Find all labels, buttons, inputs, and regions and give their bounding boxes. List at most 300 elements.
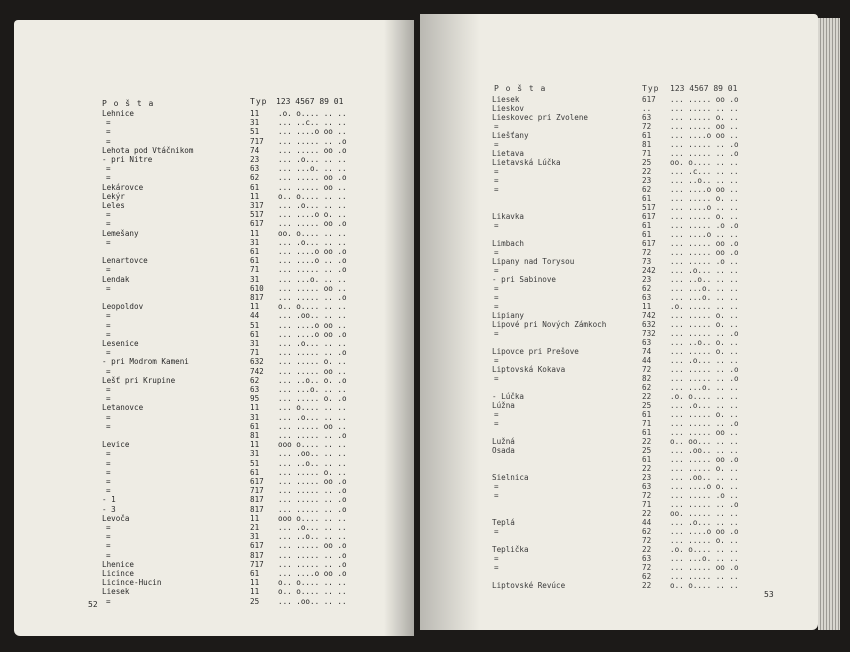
codes-cell: ... ..... oo .o bbox=[670, 563, 739, 572]
typ-cell: 21 bbox=[250, 523, 260, 532]
table-row bbox=[250, 119, 347, 127]
typ-cell: 817 bbox=[250, 550, 264, 560]
table-row bbox=[642, 294, 739, 302]
codes-cell: ... ..... oo .o bbox=[278, 173, 347, 183]
typ-cell: 25 bbox=[642, 401, 652, 410]
codes-cell: ... ....o .. .. bbox=[670, 230, 739, 239]
codes-cell: .o. o.... .. .. bbox=[670, 545, 739, 554]
table-row bbox=[250, 395, 347, 403]
codes-cell: o.. o.... .. .. bbox=[278, 587, 347, 597]
typ-cell: 62 bbox=[642, 572, 652, 581]
table-row bbox=[642, 168, 739, 176]
table-row bbox=[250, 533, 347, 541]
codes-cell: oo. o.... .. .. bbox=[278, 228, 347, 238]
header-columns: 123 4567 89 01 bbox=[670, 84, 738, 93]
place-name: = bbox=[106, 596, 111, 606]
typ-cell: 63 bbox=[250, 164, 260, 174]
place-name: = bbox=[494, 293, 499, 302]
typ-cell: 23 bbox=[642, 176, 652, 185]
codes-cell: ... ..... o. .. bbox=[670, 347, 739, 356]
place-name: - Lúčka bbox=[492, 392, 525, 401]
place-name: Liešťany bbox=[492, 131, 529, 140]
table-row bbox=[250, 211, 347, 219]
table-row bbox=[642, 510, 739, 518]
codes-cell: ... .oo.. .. .. bbox=[278, 311, 347, 321]
typ-cell: 817 bbox=[250, 495, 264, 505]
place-name: Levoča bbox=[102, 513, 130, 523]
table-row bbox=[642, 114, 739, 122]
table-row bbox=[250, 165, 347, 173]
table-row bbox=[250, 331, 347, 339]
place-name: Lenartovce bbox=[102, 256, 148, 266]
header-typ: Typ bbox=[642, 84, 660, 93]
typ-cell: 617 bbox=[250, 477, 264, 486]
table-row bbox=[642, 411, 739, 419]
table-row bbox=[642, 231, 739, 239]
place-name: = bbox=[494, 185, 499, 194]
typ-cell: 61 bbox=[250, 569, 260, 578]
codes-cell: ... ....o oo .o bbox=[278, 329, 347, 339]
typ-cell: 23 bbox=[250, 155, 260, 164]
place-name: - 3 bbox=[102, 504, 116, 514]
typ-cell: 31 bbox=[250, 237, 260, 247]
table-row bbox=[642, 438, 739, 446]
typ-cell: 71 bbox=[642, 149, 652, 158]
table-row bbox=[642, 213, 739, 221]
table-row bbox=[642, 96, 739, 104]
place-name: Lieskovec pri Zvolene bbox=[492, 113, 589, 122]
place-name: Limbach bbox=[492, 239, 525, 248]
codes-cell: ... ....o oo .. bbox=[670, 131, 739, 140]
table-row bbox=[250, 340, 347, 348]
place-name: - pri Modrom Kameni bbox=[102, 357, 189, 367]
place-name: = bbox=[494, 356, 499, 365]
table-row bbox=[642, 528, 739, 536]
place-name: = bbox=[494, 302, 499, 311]
place-name: = bbox=[106, 486, 111, 496]
typ-cell: 72 bbox=[642, 563, 652, 572]
codes-cell: ... ..o.. .. .. bbox=[670, 176, 739, 185]
codes-cell: ... ..... oo .. bbox=[278, 421, 347, 431]
typ-cell: 61 bbox=[250, 467, 260, 477]
codes-cell: ... .o... .. .. bbox=[670, 356, 739, 365]
typ-cell: 11 bbox=[250, 587, 260, 597]
place-name: Leles bbox=[102, 201, 125, 210]
place-name: Licince-Hucin bbox=[102, 578, 162, 588]
codes-cell: ooo o.... .. .. bbox=[278, 440, 347, 450]
codes-cell: ... .oo.. .. .. bbox=[670, 446, 739, 455]
table-row bbox=[250, 184, 347, 192]
table-row bbox=[250, 487, 347, 495]
codes-cell: ... ...o. .. .. bbox=[670, 554, 739, 563]
table-row bbox=[250, 128, 347, 136]
codes-cell: ... ..... o. .. bbox=[670, 212, 739, 221]
typ-cell: 61 bbox=[642, 131, 652, 140]
table-row bbox=[642, 285, 739, 293]
table-row bbox=[250, 220, 347, 228]
typ-cell: 25 bbox=[250, 596, 260, 606]
codes-cell: ... ....o .. .. bbox=[670, 203, 739, 212]
place-name: = bbox=[106, 127, 111, 137]
typ-cell: 11 bbox=[250, 440, 260, 450]
codes-cell: ... ..... o. .. bbox=[278, 357, 347, 367]
table-row bbox=[642, 483, 739, 491]
typ-cell: 11 bbox=[250, 403, 260, 413]
place-name: = bbox=[494, 284, 499, 293]
typ-cell: 31 bbox=[250, 449, 260, 459]
place-name: = bbox=[494, 563, 499, 572]
table-row bbox=[642, 465, 739, 473]
place-name: = bbox=[494, 554, 499, 563]
codes-cell: ... ..... oo .o bbox=[278, 541, 347, 551]
typ-cell: 44 bbox=[642, 518, 652, 527]
table-row bbox=[250, 285, 347, 293]
codes-cell: ... ..... o. .. bbox=[670, 536, 739, 545]
table-row bbox=[642, 105, 739, 113]
typ-cell: 22 bbox=[642, 392, 652, 401]
table-row bbox=[250, 276, 347, 284]
place-name: Lehnice bbox=[102, 109, 135, 118]
table-row bbox=[250, 542, 347, 550]
table-row bbox=[642, 429, 739, 437]
typ-cell: 717 bbox=[250, 559, 264, 569]
codes-cell: ... ....o oo .o bbox=[278, 569, 347, 578]
table-row bbox=[642, 195, 739, 203]
table-row bbox=[250, 230, 347, 238]
place-name: Leopoldov bbox=[102, 302, 144, 312]
table-row bbox=[642, 123, 739, 131]
place-name: Lhenice bbox=[102, 559, 135, 569]
table-row bbox=[250, 469, 347, 477]
codes-cell: oo. o.... .. .. bbox=[670, 158, 739, 167]
typ-cell: 72 bbox=[642, 122, 652, 131]
typ-cell: 51 bbox=[250, 320, 260, 330]
codes-cell: ... ..... .. .o bbox=[278, 559, 347, 569]
table-row bbox=[642, 150, 739, 158]
gutter-shadow bbox=[384, 20, 414, 636]
codes-cell: ... ..... .. .o bbox=[670, 365, 739, 374]
table-row bbox=[642, 537, 739, 545]
table-row bbox=[642, 519, 739, 527]
table-row bbox=[642, 555, 739, 563]
place-name: Lešť pri Krupine bbox=[102, 375, 176, 385]
codes-cell: ... ..... .o .. bbox=[670, 257, 739, 266]
codes-cell: ... ...o. .. .. bbox=[278, 385, 347, 394]
codes-cell: ... ..o.. o. .o bbox=[278, 375, 347, 385]
typ-cell: 74 bbox=[250, 145, 260, 155]
place-name: = bbox=[106, 320, 111, 330]
codes-cell: ... ....o o. .. bbox=[670, 482, 739, 491]
typ-cell: 72 bbox=[642, 248, 652, 257]
place-name: = bbox=[106, 265, 111, 275]
place-name: - pri Sabinove bbox=[492, 275, 557, 284]
typ-cell: 617 bbox=[250, 219, 264, 229]
table-row bbox=[642, 564, 739, 572]
codes-cell: ... ..... .o .o bbox=[670, 221, 739, 230]
place-name: Lehota pod Vtáčnikom bbox=[102, 145, 194, 155]
place-name: = bbox=[106, 385, 111, 394]
table-row bbox=[250, 303, 347, 311]
place-name: = bbox=[494, 266, 499, 275]
codes-cell: ... ..... .. .o bbox=[670, 329, 739, 338]
codes-cell: ... ..... o. .. bbox=[670, 311, 739, 320]
table-row bbox=[642, 141, 739, 149]
codes-cell: ... ..o.. .. .. bbox=[278, 532, 347, 542]
table-row bbox=[250, 239, 347, 247]
place-name: = bbox=[494, 221, 499, 230]
table-row bbox=[250, 349, 347, 357]
typ-cell: 61 bbox=[250, 182, 260, 192]
table-row bbox=[250, 174, 347, 182]
codes-cell: ... ..... .. .o bbox=[278, 431, 347, 440]
typ-cell: 11 bbox=[250, 109, 260, 118]
gutter-shadow bbox=[420, 14, 480, 630]
codes-cell: ... ..... oo .o bbox=[670, 455, 739, 464]
place-name: Licince bbox=[102, 569, 135, 578]
table-row bbox=[250, 524, 347, 532]
typ-cell: 51 bbox=[250, 458, 260, 468]
place-name: = bbox=[494, 122, 499, 131]
table-row bbox=[642, 267, 739, 275]
typ-cell: 61 bbox=[642, 194, 652, 203]
table-row bbox=[642, 375, 739, 383]
table-row bbox=[250, 478, 347, 486]
codes-cell: ... .o... .. .. bbox=[278, 339, 347, 348]
codes-cell: oo. ..... .. .. bbox=[670, 509, 739, 518]
place-name: = bbox=[106, 467, 111, 477]
typ-cell: 62 bbox=[642, 284, 652, 293]
codes-cell: ... .o... .. .. bbox=[278, 412, 347, 422]
codes-cell: ... ..... .. .. bbox=[670, 104, 739, 113]
place-name: = bbox=[106, 532, 111, 542]
codes-cell: o.. o.... .. .. bbox=[278, 191, 347, 201]
table-row bbox=[250, 294, 347, 302]
codes-cell: ... ..o.. o. .. bbox=[670, 338, 739, 347]
table-row bbox=[250, 312, 347, 320]
place-name: Lesenice bbox=[102, 339, 139, 348]
typ-cell: 742 bbox=[250, 366, 264, 376]
codes-cell: ... ..... o. .. bbox=[670, 194, 739, 203]
right-page bbox=[420, 14, 818, 630]
codes-cell: ... o.... .. .. bbox=[278, 403, 347, 413]
codes-cell: ... ..... oo .o bbox=[278, 219, 347, 229]
codes-cell: ... ..... .. .o bbox=[278, 495, 347, 505]
left-page bbox=[14, 20, 414, 636]
table-row bbox=[642, 276, 739, 284]
place-name: = bbox=[106, 237, 111, 247]
codes-cell: ... ..... .. .o bbox=[278, 136, 347, 146]
codes-cell: ... ..o.. .. .. bbox=[278, 458, 347, 468]
typ-cell: 632 bbox=[642, 320, 656, 329]
table-row bbox=[642, 348, 739, 356]
table-row bbox=[250, 147, 347, 155]
table-row bbox=[250, 368, 347, 376]
typ-cell: 61 bbox=[250, 247, 260, 256]
typ-cell: 817 bbox=[250, 293, 264, 302]
table-row bbox=[250, 561, 347, 569]
typ-cell: 22 bbox=[642, 581, 652, 590]
typ-cell: 72 bbox=[642, 365, 652, 374]
codes-cell: ... .c... .. .. bbox=[670, 167, 739, 176]
codes-cell: ... ..... oo .. bbox=[278, 366, 347, 376]
typ-cell: 62 bbox=[642, 383, 652, 392]
typ-cell: 61 bbox=[642, 230, 652, 239]
table-row bbox=[250, 506, 347, 514]
place-name: = bbox=[494, 248, 499, 257]
place-name: Lipany nad Torysou bbox=[492, 257, 575, 266]
place-name: = bbox=[494, 140, 499, 149]
place-name: Liptovské Revúce bbox=[492, 581, 566, 590]
codes-cell: ... ..... .. .o bbox=[278, 486, 347, 496]
place-name: = bbox=[106, 541, 111, 551]
typ-cell: 44 bbox=[250, 311, 260, 321]
table-row bbox=[642, 132, 739, 140]
place-name: Sielnica bbox=[492, 473, 529, 482]
place-name: = bbox=[106, 348, 111, 358]
typ-cell: 72 bbox=[642, 536, 652, 545]
codes-cell: o.. o.... .. .. bbox=[278, 578, 347, 588]
codes-cell: ... .o... .. .. bbox=[278, 237, 347, 247]
typ-cell: 62 bbox=[642, 185, 652, 194]
table-row bbox=[250, 441, 347, 449]
codes-cell: ... ..... oo .o bbox=[670, 239, 739, 248]
table-row bbox=[642, 384, 739, 392]
place-name: = bbox=[494, 491, 499, 500]
table-row bbox=[250, 358, 347, 366]
typ-cell: 31 bbox=[250, 339, 260, 348]
typ-cell: 22 bbox=[642, 545, 652, 554]
place-name: = bbox=[106, 210, 111, 220]
place-name: = bbox=[494, 419, 499, 428]
typ-cell: 31 bbox=[250, 274, 260, 284]
header-posta: P o š t a bbox=[494, 84, 547, 93]
table-row bbox=[642, 177, 739, 185]
table-row bbox=[250, 570, 347, 578]
typ-cell: 22 bbox=[642, 437, 652, 446]
codes-cell: .o. o.... .. .. bbox=[278, 109, 347, 118]
place-name: Liesek bbox=[492, 95, 520, 104]
table-row bbox=[250, 414, 347, 422]
place-name: = bbox=[106, 219, 111, 229]
table-row bbox=[642, 456, 739, 464]
place-name: = bbox=[106, 366, 111, 376]
typ-cell: 62 bbox=[250, 375, 260, 385]
table-row bbox=[250, 404, 347, 412]
typ-cell: 71 bbox=[250, 348, 260, 358]
place-name: Lipiany bbox=[492, 311, 525, 320]
place-name: = bbox=[494, 410, 499, 419]
table-row bbox=[250, 193, 347, 201]
codes-cell: ... ..... o. .. bbox=[670, 113, 739, 122]
typ-cell: 632 bbox=[250, 357, 264, 367]
page-number: 52 bbox=[88, 600, 98, 609]
codes-cell: ... ..o.. .. .. bbox=[670, 275, 739, 284]
codes-cell: ooo o.... .. .. bbox=[278, 513, 347, 523]
typ-cell: 31 bbox=[250, 412, 260, 422]
typ-cell: 71 bbox=[642, 500, 652, 509]
table-row bbox=[250, 515, 347, 523]
typ-cell: 617 bbox=[642, 212, 656, 221]
codes-cell: ... ..c.. .. .. bbox=[278, 118, 347, 128]
place-name: Liptovská Kokava bbox=[492, 365, 566, 374]
typ-cell: 22 bbox=[642, 464, 652, 473]
typ-cell: 61 bbox=[642, 455, 652, 464]
place-name: = bbox=[106, 523, 111, 532]
place-name: = bbox=[106, 329, 111, 339]
table-row bbox=[642, 303, 739, 311]
codes-cell: ... ....o oo .. bbox=[278, 127, 347, 137]
table-row bbox=[250, 598, 347, 606]
codes-cell: ... ....o oo .. bbox=[670, 185, 739, 194]
codes-cell: ... .o... .. .. bbox=[670, 518, 739, 527]
table-row bbox=[250, 423, 347, 431]
place-name: = bbox=[494, 176, 499, 185]
table-row bbox=[642, 402, 739, 410]
place-name: Teplička bbox=[492, 545, 529, 554]
codes-cell: ... ..... o. .. bbox=[670, 464, 739, 473]
header-columns: 123 4567 89 01 bbox=[276, 97, 344, 106]
codes-cell: ... ..... .. .o bbox=[278, 293, 347, 302]
typ-cell: 73 bbox=[642, 257, 652, 266]
table-row bbox=[642, 573, 739, 581]
codes-cell: .o. o.... .. .. bbox=[670, 392, 739, 401]
table-row bbox=[642, 420, 739, 428]
codes-cell: ... ..... .o .. bbox=[670, 491, 739, 500]
typ-cell: 317 bbox=[250, 201, 264, 210]
codes-cell: ... ..... .. .o bbox=[670, 419, 739, 428]
typ-cell: 610 bbox=[250, 283, 264, 293]
place-name: Lemešany bbox=[102, 228, 139, 238]
place-name: Lietavská Lúčka bbox=[492, 158, 561, 167]
codes-cell: ... ...o. .. .. bbox=[670, 293, 739, 302]
codes-cell: ... .o... .. .. bbox=[278, 523, 347, 532]
table-row bbox=[642, 447, 739, 455]
codes-cell: .o. ..... .. .. bbox=[670, 302, 739, 311]
table-row bbox=[642, 546, 739, 554]
table-row bbox=[642, 339, 739, 347]
typ-cell: 242 bbox=[642, 266, 656, 275]
table-row bbox=[250, 450, 347, 458]
table-row bbox=[642, 258, 739, 266]
typ-cell: 63 bbox=[642, 338, 652, 347]
typ-cell: 22 bbox=[642, 509, 652, 518]
table-row bbox=[250, 377, 347, 385]
codes-cell: ... ..... oo .. bbox=[278, 283, 347, 293]
place-name: - pri Nitre bbox=[102, 155, 153, 164]
place-name: Osada bbox=[492, 446, 515, 455]
typ-cell: 617 bbox=[642, 239, 656, 248]
codes-cell: ... ..... .. .o bbox=[278, 550, 347, 560]
typ-cell: 61 bbox=[250, 256, 260, 266]
typ-cell: 74 bbox=[642, 347, 652, 356]
page-edges bbox=[818, 18, 840, 630]
typ-cell: 517 bbox=[642, 203, 656, 212]
codes-cell: ... ..... oo .o bbox=[670, 248, 739, 257]
table-row bbox=[642, 366, 739, 374]
table-row bbox=[642, 492, 739, 500]
place-name: = bbox=[106, 311, 111, 321]
place-name: = bbox=[106, 136, 111, 146]
codes-cell: ... ..... oo .o bbox=[278, 477, 347, 486]
table-row bbox=[250, 248, 347, 256]
codes-cell: ... ..... .. .o bbox=[670, 149, 739, 158]
typ-cell: 31 bbox=[250, 532, 260, 542]
typ-cell: 22 bbox=[642, 167, 652, 176]
table-row bbox=[250, 138, 347, 146]
place-name: Lúžna bbox=[492, 401, 515, 410]
typ-cell: 11 bbox=[642, 302, 652, 311]
codes-cell: ... ..... .. .. bbox=[670, 572, 739, 581]
